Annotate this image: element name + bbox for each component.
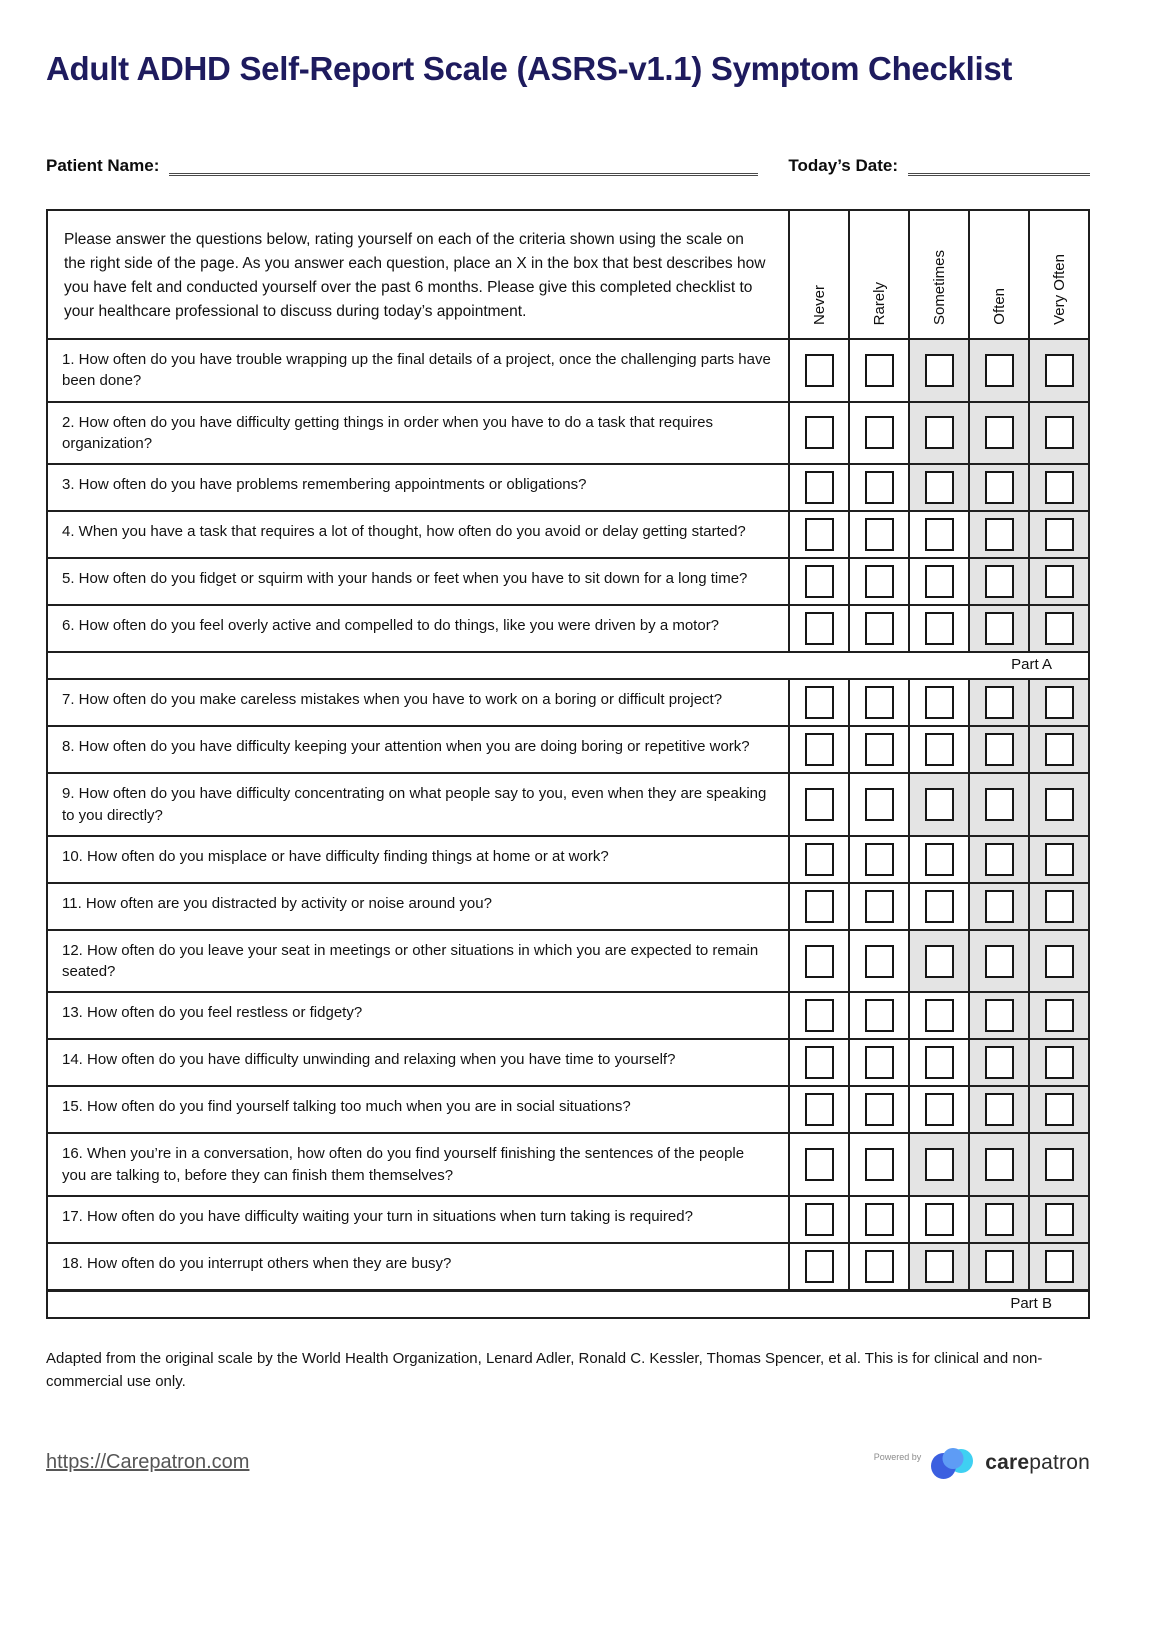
cell-q13-sometimes [908,993,968,1038]
cell-q5-rarely [848,559,908,604]
checkbox-q7-often[interactable] [985,686,1014,719]
part-b-label: Part B [1010,1295,1052,1313]
question-row-1 [48,338,1088,401]
checkbox-q14-sometimes[interactable] [925,1046,954,1079]
checkbox-q3-sometimes[interactable] [925,471,954,504]
cell-q7-never [788,680,848,725]
cell-q3-sometimes [908,465,968,510]
cell-q12-very-often [1028,931,1088,992]
checkbox-q18-often[interactable] [985,1250,1014,1283]
checkbox-q8-sometimes[interactable] [925,733,954,766]
checkbox-q4-often[interactable] [985,518,1014,551]
cell-q12-often [968,931,1028,992]
cell-q6-often [968,606,1028,651]
checkbox-q4-rarely[interactable] [865,518,894,551]
checkbox-q18-sometimes[interactable] [925,1250,954,1283]
checkbox-q14-very-often[interactable] [1045,1046,1074,1079]
checkbox-q11-never[interactable] [805,890,834,923]
checkbox-q18-never[interactable] [805,1250,834,1283]
table-header-row [48,211,1088,338]
cell-q4-sometimes [908,512,968,557]
carepatron-logo [874,1445,1090,1480]
cell-q11-never [788,884,848,929]
cell-q8-often [968,727,1028,772]
checkbox-q13-rarely[interactable] [865,999,894,1032]
cell-q15-never [788,1087,848,1132]
cell-q10-very-often [1028,837,1088,882]
checkbox-q17-never[interactable] [805,1203,834,1236]
checkbox-q18-very-often[interactable] [1045,1250,1074,1283]
cell-q14-rarely [848,1040,908,1085]
cell-q9-sometimes [908,774,968,835]
question-text-16: 16. When you’re in a conversation, how often do you find yourself finishing the sentences of the people you are talking to, before they can finish them themselves? [62,1145,745,1184]
checkbox-q4-very-often[interactable] [1045,518,1074,551]
brand-patron: patron [1029,1450,1090,1474]
column-header-often [968,211,1028,338]
cell-q1-very-often [1028,340,1088,401]
patient-name-field[interactable] [169,154,758,176]
checkbox-q2-sometimes[interactable] [925,416,954,449]
cell-q11-often [968,884,1028,929]
cell-q5-never [788,559,848,604]
question-text-1: 1. How often do you have trouble wrapping up the final details of a project, once the challenging parts have been done? [62,351,771,390]
question-text-13: 13. How often do you feel restless or fidgety? [62,1004,363,1022]
question-row-18 [48,1242,1088,1289]
checkbox-q12-often[interactable] [985,945,1014,978]
instructions-text: Please answer the questions below, rating yourself on each of the criteria shown using the scale on the right side of the page. As you answer each question, place an X in the box that best describes how you have felt and conducted yourself over the past 6 months. Please give this completed checklist to your healthcare professional to discuss during today’s appointment. [64,231,766,321]
cell-q8-rarely [848,727,908,772]
checkbox-q6-rarely[interactable] [865,612,894,645]
checkbox-q7-never[interactable] [805,686,834,719]
cell-q6-never [788,606,848,651]
checkbox-q1-rarely[interactable] [865,354,894,387]
cell-q6-rarely [848,606,908,651]
question-row-7 [48,678,1088,725]
cell-q18-sometimes [908,1244,968,1289]
question-row-3 [48,463,1088,510]
cell-q1-often [968,340,1028,401]
checkbox-q6-never[interactable] [805,612,834,645]
checklist-table [46,209,1090,1319]
checkbox-q17-often[interactable] [985,1203,1014,1236]
cell-q11-very-often [1028,884,1088,929]
checkbox-q12-sometimes[interactable] [925,945,954,978]
cell-q1-sometimes [908,340,968,401]
question-text-9: 9. How often do you have difficulty concentrating on what people say to you, even when they are speaking to you directly? [62,785,767,824]
cell-q1-rarely [848,340,908,401]
checkbox-q15-often[interactable] [985,1093,1014,1126]
powered-by-label: Powered by [873,1451,922,1462]
cell-q18-rarely [848,1244,908,1289]
question-row-9 [48,772,1088,835]
checkbox-q5-sometimes[interactable] [925,565,954,598]
checkbox-q5-rarely[interactable] [865,565,894,598]
checkbox-q11-very-often[interactable] [1045,890,1074,923]
column-header-very-often [1028,211,1088,338]
cell-q16-sometimes [908,1134,968,1195]
brand-care: care [985,1450,1030,1474]
cell-q17-sometimes [908,1197,968,1242]
attribution-text: Adapted from the original scale by the World Health Organization, Lenard Adler, Ronald C. Kessler, Thomas Spencer, et al. This is for clinical and non-commercial use only. [46,1350,1043,1390]
cell-q7-often [968,680,1028,725]
carepatron-logo-icon [930,1445,976,1480]
checkbox-q15-very-often[interactable] [1045,1093,1074,1126]
checkbox-q3-rarely[interactable] [865,471,894,504]
checkbox-q6-often[interactable] [985,612,1014,645]
checkbox-q3-often[interactable] [985,471,1014,504]
cell-q3-rarely [848,465,908,510]
cell-q8-very-often [1028,727,1088,772]
checkbox-q2-rarely[interactable] [865,416,894,449]
cell-q12-rarely [848,931,908,992]
cell-q15-sometimes [908,1087,968,1132]
question-row-15 [48,1085,1088,1132]
checkbox-q16-often[interactable] [985,1148,1014,1181]
checkbox-q7-sometimes[interactable] [925,686,954,719]
cell-q7-sometimes [908,680,968,725]
checkbox-q12-very-often[interactable] [1045,945,1074,978]
checkbox-q5-often[interactable] [985,565,1014,598]
part-a-row [48,651,1088,678]
cell-q17-very-often [1028,1197,1088,1242]
question-text-4: 4. When you have a task that requires a lot of thought, how often do you avoid or delay getting started? [62,523,746,541]
part-a-label: Part A [1011,656,1052,674]
checkbox-q2-very-often[interactable] [1045,416,1074,449]
cell-q10-often [968,837,1028,882]
cell-q14-never [788,1040,848,1085]
page-title: Adult ADHD Self-Report Scale (ASRS-v1.1) Symptom Checklist [46,50,1013,87]
checkbox-q10-very-often[interactable] [1045,843,1074,876]
cell-q17-rarely [848,1197,908,1242]
checkbox-q7-rarely[interactable] [865,686,894,719]
checkbox-q4-sometimes[interactable] [925,518,954,551]
cell-q7-very-often [1028,680,1088,725]
checkbox-q10-sometimes[interactable] [925,843,954,876]
question-text-7: 7. How often do you make careless mistakes when you have to work on a boring or difficult project? [62,691,723,709]
checkbox-q15-never[interactable] [805,1093,834,1126]
checkbox-q6-very-often[interactable] [1045,612,1074,645]
cell-q15-very-often [1028,1087,1088,1132]
cell-q7-rarely [848,680,908,725]
cell-q16-never [788,1134,848,1195]
checkbox-q3-very-often[interactable] [1045,471,1074,504]
page-footer [46,1445,1090,1480]
checkbox-q16-sometimes[interactable] [925,1148,954,1181]
cell-q17-never [788,1197,848,1242]
date-field[interactable] [908,154,1090,176]
cell-q4-rarely [848,512,908,557]
checkbox-q11-sometimes[interactable] [925,890,954,923]
question-text-12: 12. How often do you leave your seat in meetings or other situations in which you are expected to remain seated? [62,941,759,981]
cell-q18-very-often [1028,1244,1088,1289]
cell-q2-rarely [848,403,908,464]
cell-q8-never [788,727,848,772]
cell-q12-never [788,931,848,992]
checkbox-q13-sometimes[interactable] [925,999,954,1032]
question-row-10 [48,835,1088,882]
cell-q2-often [968,403,1028,464]
part-b-row [48,1289,1088,1317]
cell-q3-very-often [1028,465,1088,510]
checkbox-q1-often[interactable] [985,354,1014,387]
carepatron-wordmark [985,1451,1090,1475]
cell-q14-sometimes [908,1040,968,1085]
checkbox-q17-very-often[interactable] [1045,1203,1074,1236]
column-label-never: Never [810,285,828,326]
column-label-sometimes: Sometimes [930,250,948,326]
question-text-2: 2. How often do you have difficulty getting things in order when you have to do a task that requires organization? [62,413,713,452]
checkbox-q10-never[interactable] [805,843,834,876]
checkbox-q15-sometimes[interactable] [925,1093,954,1126]
cell-q13-very-often [1028,993,1088,1038]
question-text-6: 6. How often do you feel overly active and compelled to do things, like you were driven by a motor? [62,617,720,635]
checkbox-q17-rarely[interactable] [865,1203,894,1236]
cell-q13-never [788,993,848,1038]
checkbox-q1-sometimes[interactable] [925,354,954,387]
checkbox-q12-rarely[interactable] [865,945,894,978]
column-label-often: Often [990,288,1008,326]
question-text-5: 5. How often do you fidget or squirm with your hands or feet when you have to sit down for a long time? [62,570,748,588]
question-row-12 [48,929,1088,992]
checkbox-q16-very-often[interactable] [1045,1148,1074,1181]
cell-q1-never [788,340,848,401]
cell-q9-very-often [1028,774,1088,835]
question-text-3: 3. How often do you have problems remembering appointments or obligations? [62,476,587,494]
cell-q15-rarely [848,1087,908,1132]
checkbox-q8-never[interactable] [805,733,834,766]
checkbox-q14-rarely[interactable] [865,1046,894,1079]
cell-q3-never [788,465,848,510]
cell-q6-very-often [1028,606,1088,651]
patient-info-row [46,154,1090,176]
cell-q18-never [788,1244,848,1289]
checkbox-q13-often[interactable] [985,999,1014,1032]
cell-q13-rarely [848,993,908,1038]
checkbox-q18-rarely[interactable] [865,1250,894,1283]
cell-q2-very-often [1028,403,1088,464]
cell-q16-very-often [1028,1134,1088,1195]
checkbox-q11-rarely[interactable] [865,890,894,923]
checkbox-q9-never[interactable] [805,788,834,821]
checkbox-q2-never[interactable] [805,416,834,449]
checkbox-q13-very-often[interactable] [1045,999,1074,1032]
cell-q18-often [968,1244,1028,1289]
cell-q16-often [968,1134,1028,1195]
column-header-never [788,211,848,338]
checkbox-q3-never[interactable] [805,471,834,504]
cell-q9-often [968,774,1028,835]
cell-q10-rarely [848,837,908,882]
cell-q6-sometimes [908,606,968,651]
checkbox-q7-very-often[interactable] [1045,686,1074,719]
checkbox-q12-never[interactable] [805,945,834,978]
checkbox-q16-never[interactable] [805,1148,834,1181]
cell-q12-sometimes [908,931,968,992]
question-text-17: 17. How often do you have difficulty waiting your turn in situations when turn taking is required? [62,1208,693,1226]
date-label: Today’s Date: [788,156,898,175]
question-row-5 [48,557,1088,604]
question-row-8 [48,725,1088,772]
question-text-10: 10. How often do you misplace or have difficulty finding things at home or at work? [62,847,609,865]
question-row-17 [48,1195,1088,1242]
question-row-14 [48,1038,1088,1085]
cell-q13-often [968,993,1028,1038]
column-label-rarely: Rarely [870,281,888,326]
cell-q4-often [968,512,1028,557]
question-row-4 [48,510,1088,557]
checkbox-q9-very-often[interactable] [1045,788,1074,821]
question-text-18: 18. How often do you interrupt others when they are busy? [62,1255,452,1273]
checkbox-q5-very-often[interactable] [1045,565,1074,598]
question-row-16 [48,1132,1088,1195]
cell-q11-sometimes [908,884,968,929]
checkbox-q14-never[interactable] [805,1046,834,1079]
cell-q11-rarely [848,884,908,929]
question-text-8: 8. How often do you have difficulty keeping your attention when you are doing boring or repetitive work? [62,738,750,756]
cell-q15-often [968,1087,1028,1132]
question-row-11 [48,882,1088,929]
checkbox-q10-rarely[interactable] [865,843,894,876]
question-row-13 [48,991,1088,1038]
checkbox-q8-rarely[interactable] [865,733,894,766]
checkbox-q13-never[interactable] [805,999,834,1032]
cell-q5-often [968,559,1028,604]
cell-q17-often [968,1197,1028,1242]
question-row-2 [48,401,1088,464]
column-header-sometimes [908,211,968,338]
checkbox-q8-often[interactable] [985,733,1014,766]
checkbox-q4-never[interactable] [805,518,834,551]
cell-q2-sometimes [908,403,968,464]
patient-name-label: Patient Name: [46,156,160,175]
checkbox-q10-often[interactable] [985,843,1014,876]
checkbox-q9-sometimes[interactable] [925,788,954,821]
cell-q2-never [788,403,848,464]
cell-q4-never [788,512,848,557]
checkbox-q1-very-often[interactable] [1045,354,1074,387]
checkbox-q17-sometimes[interactable] [925,1203,954,1236]
cell-q3-often [968,465,1028,510]
cell-q16-rarely [848,1134,908,1195]
column-header-rarely [848,211,908,338]
question-row-6 [48,604,1088,651]
cell-q9-rarely [848,774,908,835]
checkbox-q14-often[interactable] [985,1046,1014,1079]
cell-q14-very-often [1028,1040,1088,1085]
checklist-table-body [48,338,1088,1317]
cell-q14-often [968,1040,1028,1085]
checkbox-q8-very-often[interactable] [1045,733,1074,766]
cell-q5-very-often [1028,559,1088,604]
cell-q10-never [788,837,848,882]
question-text-15: 15. How often do you find yourself talking too much when you are in social situations? [62,1098,631,1116]
checkbox-q9-often[interactable] [985,788,1014,821]
cell-q10-sometimes [908,837,968,882]
checkbox-q9-rarely[interactable] [865,788,894,821]
checkbox-q2-often[interactable] [985,416,1014,449]
checkbox-q1-never[interactable] [805,354,834,387]
cell-q5-sometimes [908,559,968,604]
checkbox-q5-never[interactable] [805,565,834,598]
cell-q9-never [788,774,848,835]
checkbox-q11-often[interactable] [985,890,1014,923]
checkbox-q6-sometimes[interactable] [925,612,954,645]
question-text-14: 14. How often do you have difficulty unwinding and relaxing when you have time to yourself? [62,1051,676,1069]
cell-q4-very-often [1028,512,1088,557]
column-label-very-often: Very Often [1050,254,1068,326]
cell-q8-sometimes [908,727,968,772]
checkbox-q16-rarely[interactable] [865,1148,894,1181]
carepatron-link[interactable]: https://Carepatron.com [46,1451,250,1474]
question-text-11: 11. How often are you distracted by activity or noise around you? [62,894,492,912]
checkbox-q15-rarely[interactable] [865,1093,894,1126]
